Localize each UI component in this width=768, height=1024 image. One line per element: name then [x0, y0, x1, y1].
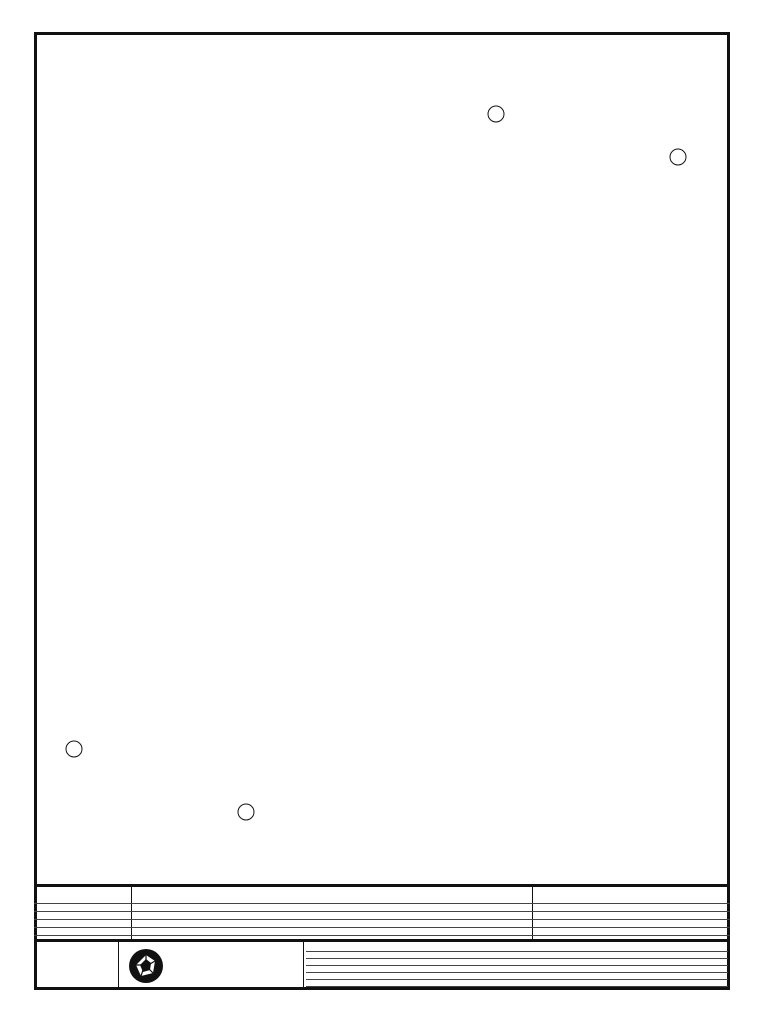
titulo-rules	[306, 951, 728, 989]
number-4-marker	[66, 741, 82, 757]
nombre-field[interactable]	[131, 887, 533, 939]
number-1-marker	[488, 106, 504, 122]
grupo-field[interactable]	[34, 887, 132, 939]
number-3-marker	[670, 149, 686, 165]
laslaminas-logo-icon	[128, 948, 164, 984]
number-2-marker	[238, 804, 254, 820]
fecha-field[interactable]	[532, 887, 727, 939]
